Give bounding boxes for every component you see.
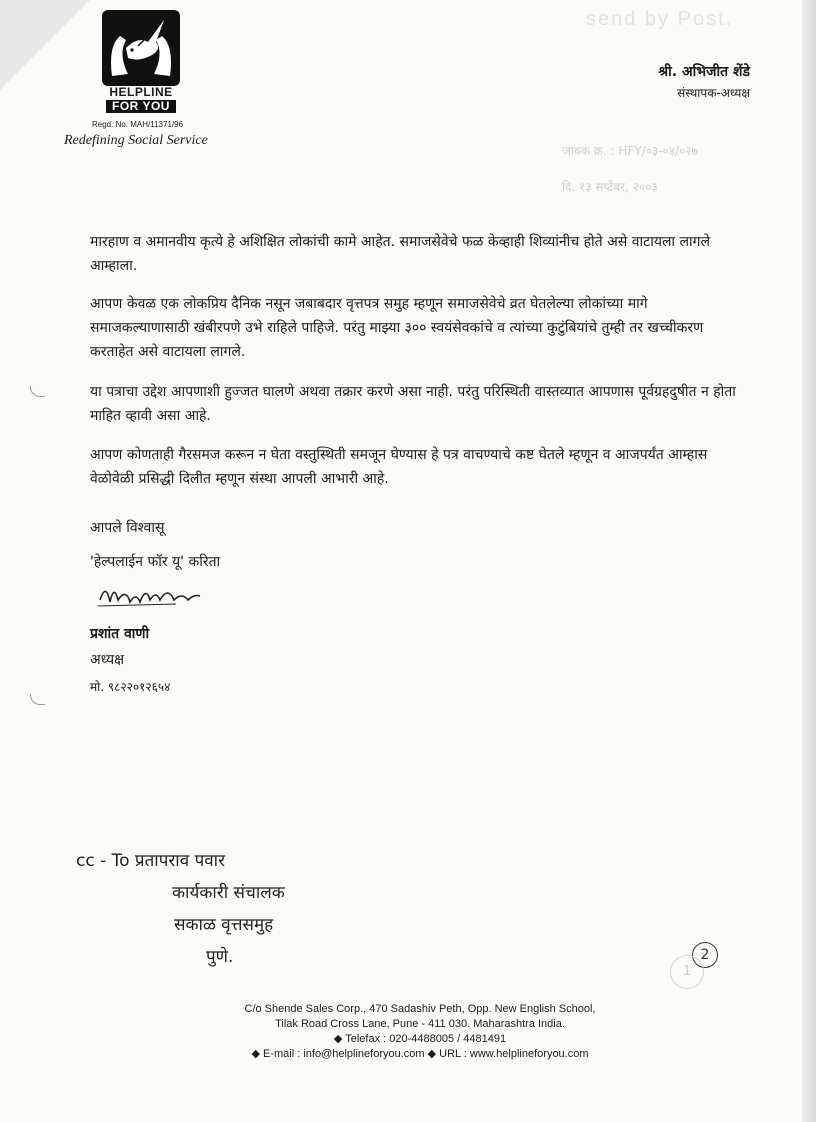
closing-on-behalf: 'हेल्पलाईन फॉर यू' करिता xyxy=(90,554,221,570)
margin-mark xyxy=(30,694,45,705)
handwritten-designation: कार्यकारी संचालक xyxy=(172,883,285,903)
page-edge-shadow xyxy=(802,0,816,1122)
bleed-reference-number: जावक क्र. : HFY/०३-०४/०२७ xyxy=(562,144,698,158)
org-name: HELPLINE xyxy=(109,85,173,99)
folded-corner xyxy=(0,0,90,90)
bleed-top-note: send by Post. xyxy=(586,8,734,30)
helpline-logo xyxy=(98,6,184,86)
logo-text xyxy=(98,86,184,113)
footer-address-2: Tilak Road Cross Lane, Pune - 411 030. Maharashtra India. xyxy=(275,1018,565,1030)
handwritten-org: सकाळ वृत्तसमुह xyxy=(174,915,274,935)
signatory-name: प्रशांत वाणी xyxy=(90,626,150,642)
body-paragraph-3: या पत्राचा उद्देश आपणाशी हुज्जत घालणे अथवा तक्रार करणे असा नाही. परंतु परिस्थिती वास्तव्यात आपणास पूर्वग्रहदुषीत न होता माहित व्हावी असा आहे. xyxy=(90,384,736,424)
handwritten-city: पुणे. xyxy=(206,947,234,967)
org-subtitle: FOR YOU xyxy=(106,100,176,113)
dove-hands-icon xyxy=(98,6,184,86)
letterhead-footer xyxy=(150,1002,690,1062)
footer-address-1: C/o Shende Sales Corp., 470 Sadashiv Peth, Opp. New English School, xyxy=(244,1003,596,1015)
bleed-page-circle: 1 xyxy=(670,955,704,989)
body-paragraph-4: आपण कोणताही गैरसमज करून न घेता वस्तुस्थिती समजून घेण्यास हे पत्र वाचण्याचे कष्ट घेतले म्हणून व आजपर्यंत आम्हास वेळोवेळी प्रसिद्धी दिलीत म्हणून संस्था आपली आभारी आहे. xyxy=(90,447,708,487)
bleed-date: दि. १३ सप्टेंबर, २००३ xyxy=(562,180,658,194)
signature xyxy=(96,578,206,614)
footer-contact: ◆ E-mail : info@helplineforyou.com ◆ URL : www.helplineforyou.com xyxy=(251,1048,589,1060)
body-paragraph-1: मारहाण व अमानवीय कृत्ये हे अशिक्षित लोकांची कामे आहेत. समाजसेवेचे फळ केव्हाही शिव्यांनीच होते असे वाटायला लागले आम्हाला. xyxy=(90,234,710,274)
founder-role: संस्थापक-अध्यक्ष xyxy=(677,86,750,100)
margin-mark xyxy=(30,386,45,397)
closing-yours: आपले विश्वासू xyxy=(90,520,165,536)
footer-telefax: ◆ Telefax : 020-4488005 / 4481491 xyxy=(333,1033,507,1045)
signatory-mobile: मो. ९८२२०१२६५४ xyxy=(90,680,171,694)
handwritten-cc-line: cc - To प्रतापराव पवार xyxy=(76,851,226,871)
founder-name: श्री. अभिजीत शेंडे xyxy=(658,64,750,80)
founder-block xyxy=(658,62,750,101)
body-paragraph-2: आपण केवळ एक लोकप्रिय दैनिक नसून जबाबदार वृत्तपत्र समुह म्हणून समाजसेवेचे व्रत घेतलेल्या लोकांच्या मागे समाजकल्याणासाठी खंबीरपणे उभे राहिले पाहिजे. परंतु माझ्या ३०० स्वयंसेवकांचे व त्यांच्या कुटुंबियांचे तुम्ही तर खच्चीकरण करताहेत असे वाटायला लागले. xyxy=(90,296,704,360)
signatory-designation: अध्यक्ष xyxy=(90,652,125,668)
tagline: Redefining Social Service xyxy=(64,133,208,148)
page-number-circle: 2 xyxy=(692,942,718,968)
registration-number: Regd. No. MAH/11371/96 xyxy=(92,120,184,129)
